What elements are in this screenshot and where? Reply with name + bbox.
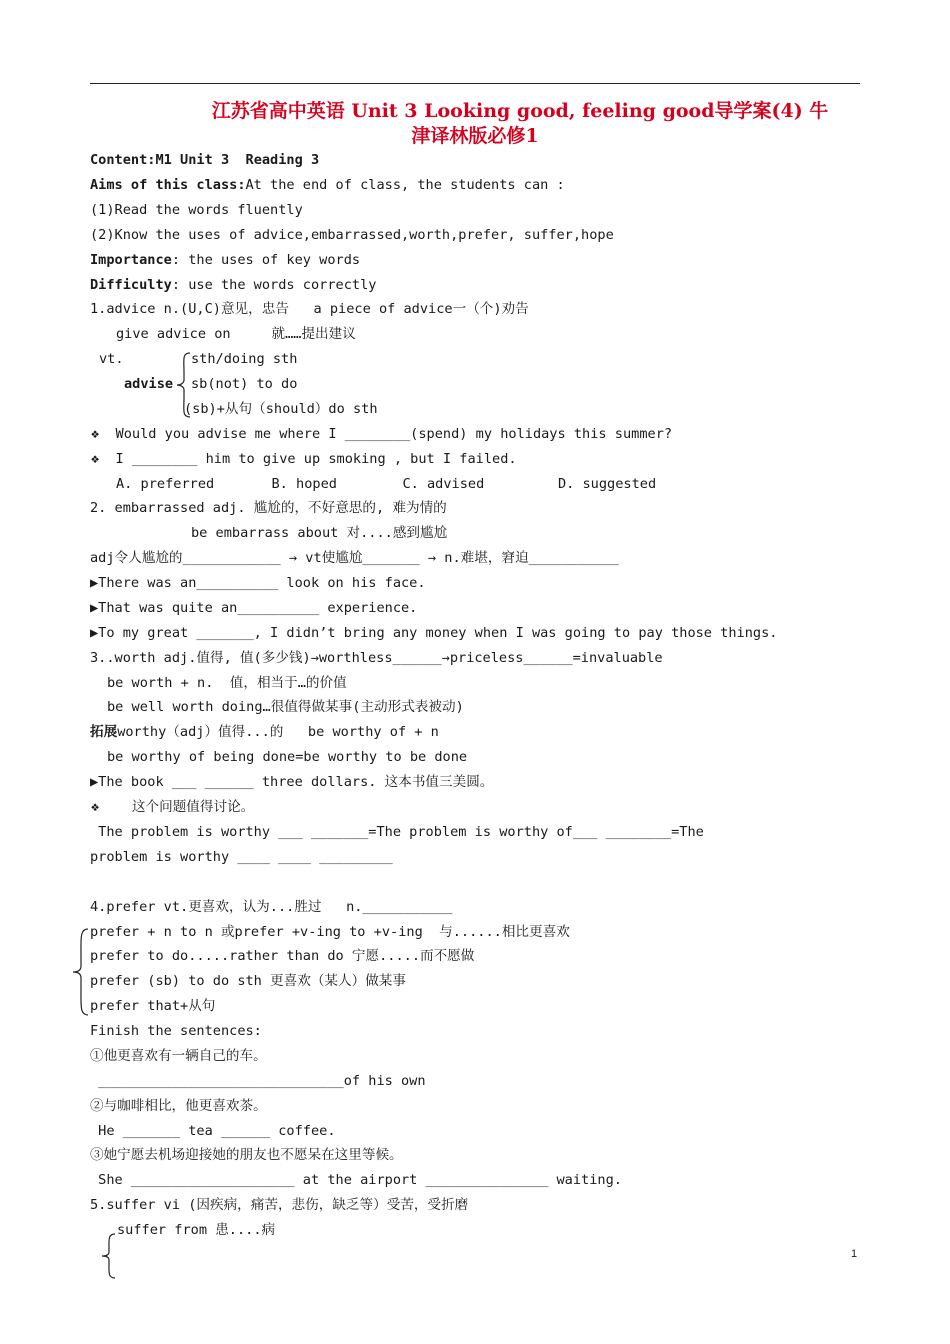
difficulty-text: : use the words correctly <box>171 277 377 293</box>
embarrassed-sentence-1: ▶There was an__________ look on his face. <box>90 575 426 591</box>
worth-definition: 3..worth adj.值得, 值(多少钱)→worthless______→priceless______=invaluable <box>90 650 663 666</box>
aim-1: (1)Read the words fluently <box>90 202 303 218</box>
difficulty-line <box>90 276 376 294</box>
page-title-line-1: 江苏省高中英语 Unit 3 Looking good, feeling good导学案(4) 牛 <box>211 100 829 122</box>
worth-sentence-2: ❖ 这个问题值得讨论。 <box>91 799 255 815</box>
prefer-pattern-2: prefer to do.....rather than do 宁愿.....而不愿做 <box>90 948 475 964</box>
advice-definition: 1.advice n.(U,C)意见，忠告 a piece of advice一（个)劝告 <box>90 301 529 317</box>
advice-question-1: ❖ Would you advise me where I ________(spend) my holidays this summer? <box>91 426 673 442</box>
worth-sentence-4: problem is worthy ____ ____ _________ <box>90 849 393 865</box>
prefer-pattern-3: prefer (sb) to do sth 更喜欢（某人）做某事 <box>90 973 406 989</box>
suffer-definition: 5.suffer vi (因疾病，痛苦，悲伤，缺乏等）受苦，受折磨 <box>90 1197 469 1213</box>
worthy-phrase: be worthy of being done=be worthy to be done <box>107 749 468 765</box>
embarrassed-sentence-3: ▶To my great _______, I didn’t bring any money when I was going to pay those things. <box>90 625 778 641</box>
advice-options: A. preferred B. hoped C. advised D. suggested <box>116 476 657 492</box>
page-title-line-2: 津译林版必修1 <box>411 125 539 147</box>
exercise-1-answer: ______________________________of his own <box>90 1073 426 1089</box>
advise-pattern-3: (sb)+从句（should）do sth <box>184 401 378 417</box>
aims-label: Aims of this class: <box>90 177 246 193</box>
aims-line <box>90 176 565 194</box>
exercise-3-answer: She ____________________ at the airport _______________ waiting. <box>90 1172 622 1188</box>
advice-question-2: ❖ I ________ him to give up smoking , but I failed. <box>91 451 517 467</box>
prefer-pattern-1: prefer + n to n 或prefer +v-ing to +v-ing 与......相比更喜欢 <box>90 924 570 940</box>
worth-phrase-1: be worth + n. 值，相当于…的价值 <box>107 675 347 691</box>
suffer-brace-icon <box>101 1233 117 1279</box>
prefer-pattern-4: prefer that+从句 <box>90 998 216 1014</box>
exercise-2-prompt: ②与咖啡相比，他更喜欢茶。 <box>90 1098 267 1114</box>
exercise-1-prompt: ①他更喜欢有一辆自己的车。 <box>90 1048 267 1064</box>
suffer-phrase: suffer from 患....病 <box>117 1222 276 1238</box>
advice-phrase: give advice on 就……提出建议 <box>116 326 356 342</box>
extension-text: worthy（adj）值得...的 be worthy of + n <box>117 724 439 740</box>
difficulty-label: Difficulty <box>90 277 172 293</box>
worth-phrase-2: be well worth doing…很值得做某事(主动形式表被动) <box>107 699 464 715</box>
content-label: Content: <box>90 152 156 168</box>
embarrassed-sentence-2: ▶That was quite an__________ experience. <box>90 600 418 616</box>
worth-extension <box>90 723 439 741</box>
embarrassed-definition: 2. embarrassed adj. 尴尬的，不好意思的, 难为情的 <box>90 500 447 516</box>
aim-2: (2)Know the uses of advice,embarrassed,worth,prefer, suffer,hope <box>90 227 614 243</box>
worth-sentence-1: ▶The book ___ ______ three dollars. 这本书值三美圆。 <box>90 774 494 790</box>
importance-label: Importance <box>90 252 172 268</box>
importance-line <box>90 251 360 269</box>
worth-sentence-3: The problem is worthy ___ _______=The problem is worthy of___ ________=The <box>90 824 704 840</box>
extension-label: 拓展 <box>90 724 118 740</box>
prefer-definition: 4.prefer vt.更喜欢，认为...胜过 n.___________ <box>90 899 453 915</box>
importance-text: : the uses of key words <box>171 252 361 268</box>
advise-pattern-1: sth/doing sth <box>191 351 298 367</box>
exercise-2-answer: He _______ tea ______ coffee. <box>90 1123 336 1139</box>
aims-text: At the end of class, the students can : <box>245 177 565 193</box>
advise-pattern-2: sb(not) to do <box>191 376 298 392</box>
content-text: M1 Unit 3 Reading 3 <box>155 152 320 168</box>
prefer-brace-icon <box>72 928 90 1016</box>
content-line <box>90 151 319 169</box>
embarrassed-word-forms: adj令人尴尬的____________ → vt使尴尬_______ → n.难堪，窘迫___________ <box>90 550 619 566</box>
embarrassed-phrase: be embarrass about 对....感到尴尬 <box>191 525 448 541</box>
exercise-3-prompt: ③她宁愿去机场迎接她的朋友也不愿呆在这里等候。 <box>90 1147 403 1163</box>
page-number: 1 <box>851 1248 858 1260</box>
advise-word: advise <box>124 376 174 392</box>
advise-vt-label: vt. <box>99 351 124 367</box>
header-rule <box>90 83 860 84</box>
finish-instruction: Finish the sentences: <box>90 1023 262 1039</box>
